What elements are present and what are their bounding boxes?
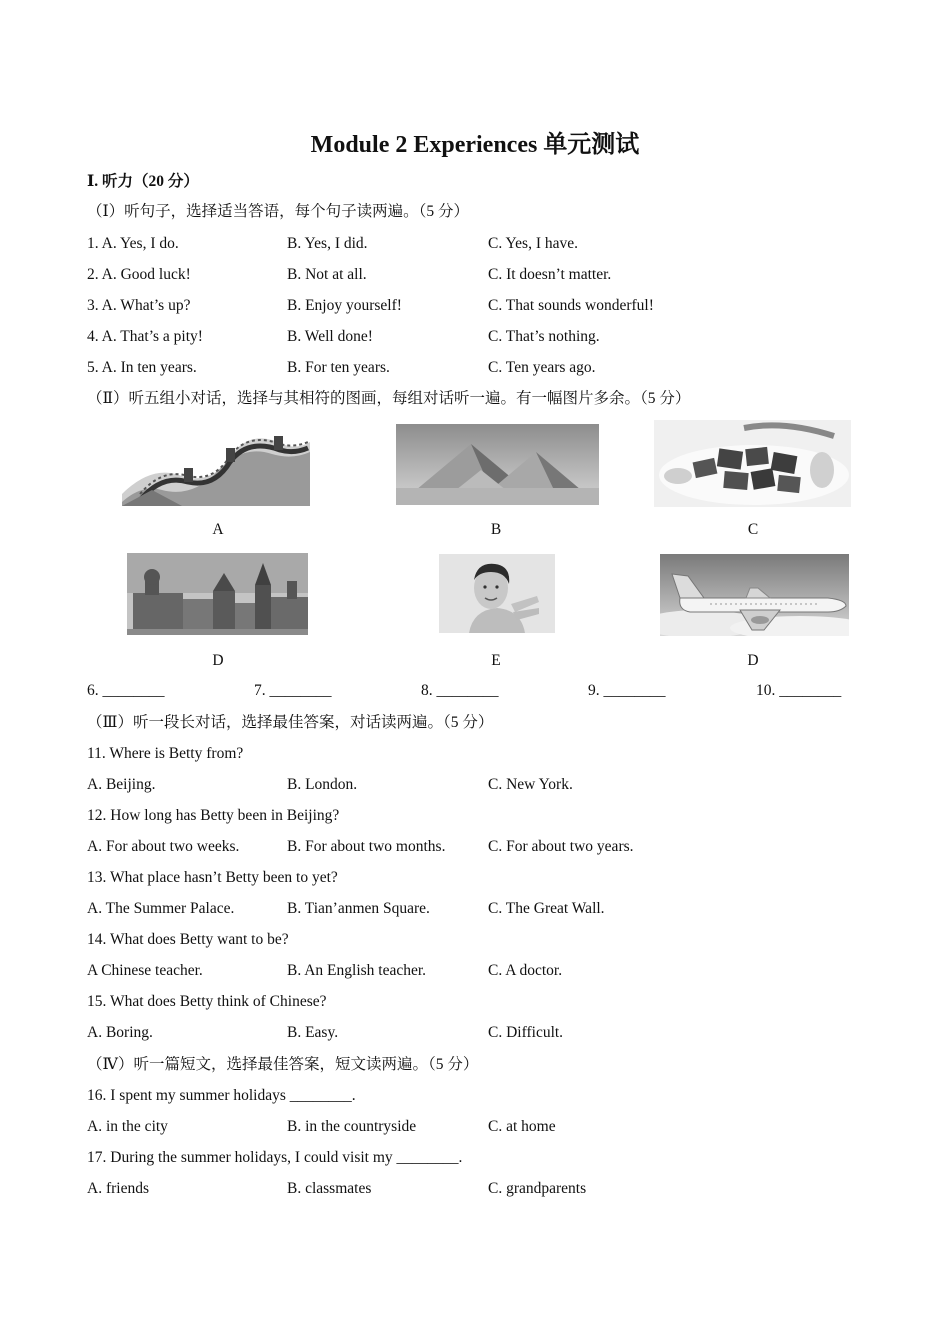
man-portrait-picture xyxy=(439,554,555,633)
question-text: 13. What place hasn’t Betty been to yet? xyxy=(87,869,338,886)
option-b: B. For ten years. xyxy=(287,359,390,376)
picture-label-e: E xyxy=(491,652,501,669)
picture-label-c: C xyxy=(747,521,759,538)
option-c: C. For about two years. xyxy=(488,838,634,855)
option-c: C. Yes, I have. xyxy=(488,235,578,252)
option-a: A. Boring. xyxy=(87,1024,153,1041)
section-heading: Ⅰ. 听力（20 分） xyxy=(87,173,199,190)
option-c: C. Ten years ago. xyxy=(488,359,596,376)
picture-label-b: B xyxy=(490,521,502,538)
great-wall-picture xyxy=(122,424,310,506)
option-b: B. Easy. xyxy=(287,1024,339,1041)
option-c: C. at home xyxy=(488,1118,556,1135)
question-text: 11. Where is Betty from? xyxy=(87,745,244,762)
option-b: B. in the countryside xyxy=(287,1118,417,1135)
food-picture xyxy=(654,420,851,507)
option-a: 5. A. In ten years. xyxy=(87,359,197,376)
option-b: B. An English teacher. xyxy=(287,962,427,979)
question-text: 14. What does Betty want to be? xyxy=(87,931,289,948)
option-c: C. That sounds wonderful! xyxy=(488,297,654,314)
page-title: Module 2 Experiences 单元测试 xyxy=(310,132,640,158)
option-c: C. The Great Wall. xyxy=(488,900,605,917)
city-buildings-picture xyxy=(127,553,308,635)
answer-blank[interactable]: 7. ________ xyxy=(254,682,332,699)
question-text: 15. What does Betty think of Chinese? xyxy=(87,993,327,1010)
option-a: 1. A. Yes, I do. xyxy=(87,235,179,252)
option-b: B. Enjoy yourself! xyxy=(287,297,402,314)
part1-instruction: （Ⅰ）听句子，选择适当答语，每个句子读两遍。（5 分） xyxy=(87,203,469,220)
picture-label-d-2: D xyxy=(747,652,759,669)
option-a: 2. A. Good luck! xyxy=(87,266,191,283)
option-b: B. Not at all. xyxy=(287,266,367,283)
option-c: C. A doctor. xyxy=(488,962,563,979)
option-a: A. Beijing. xyxy=(87,776,156,793)
part2-instruction: （Ⅱ）听五组小对话，选择与其相符的图画，每组对话听一遍。有一幅图片多余。（5 分） xyxy=(87,390,691,407)
option-b: B. classmates xyxy=(287,1180,372,1197)
option-a: A. The Summer Palace. xyxy=(87,900,235,917)
option-b: B. Tian’anmen Square. xyxy=(287,900,430,917)
option-a: 3. A. What’s up? xyxy=(87,297,191,314)
answer-blank[interactable]: 8. ________ xyxy=(421,682,499,699)
option-c: C. That’s nothing. xyxy=(488,328,600,345)
option-c: C. New York. xyxy=(488,776,573,793)
part4-instruction: （Ⅳ）听一篇短文，选择最佳答案，短文读两遍。（5 分） xyxy=(87,1056,479,1073)
answer-blank[interactable]: 9. ________ xyxy=(588,682,666,699)
airplane-picture xyxy=(660,554,849,636)
question-text: 12. How long has Betty been in Beijing? xyxy=(87,807,340,824)
answer-blank[interactable]: 10. ________ xyxy=(756,682,842,699)
option-a: A. friends xyxy=(87,1180,149,1197)
pyramids-picture xyxy=(396,424,599,505)
option-a: 4. A. That’s a pity! xyxy=(87,328,203,345)
option-c: C. grandparents xyxy=(488,1180,587,1197)
question-text: 17. During the summer holidays, I could visit my ________. xyxy=(87,1149,463,1166)
question-text: 16. I spent my summer holidays ________. xyxy=(87,1087,356,1104)
option-a: A Chinese teacher. xyxy=(87,962,203,979)
option-b: B. London. xyxy=(287,776,358,793)
option-c: C. It doesn’t matter. xyxy=(488,266,612,283)
part3-instruction: （Ⅲ）听一段长对话，选择最佳答案，对话读两遍。（5 分） xyxy=(87,714,494,731)
picture-label-d: D xyxy=(212,652,224,669)
option-b: B. Yes, I did. xyxy=(287,235,368,252)
option-b: B. For about two months. xyxy=(287,838,446,855)
option-a: A. For about two weeks. xyxy=(87,838,240,855)
option-a: A. in the city xyxy=(87,1118,168,1135)
option-b: B. Well done! xyxy=(287,328,373,345)
answer-blank[interactable]: 6. ________ xyxy=(87,682,165,699)
picture-label-a: A xyxy=(212,521,224,538)
option-c: C. Difficult. xyxy=(488,1024,564,1041)
